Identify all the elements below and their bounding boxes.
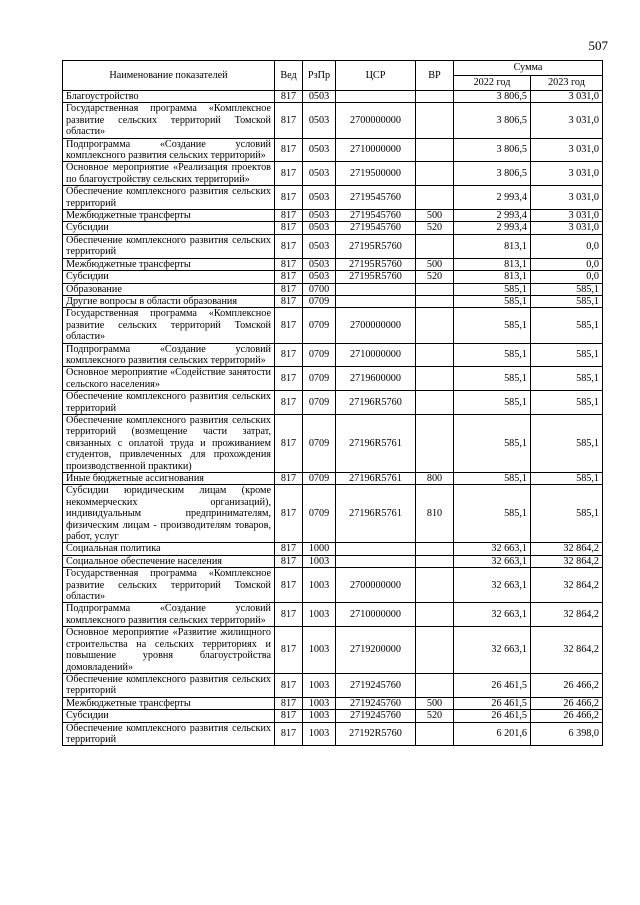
table-row — [63, 414, 603, 472]
cell-y2023: 585,1 — [531, 391, 603, 415]
cell-y2022: 813,1 — [454, 234, 531, 258]
header-csr: ЦСР — [336, 61, 416, 91]
cell-y2023: 3 031,0 — [531, 138, 603, 162]
table-row — [63, 271, 603, 283]
cell-ved: 817 — [275, 295, 303, 307]
cell-ved: 817 — [275, 258, 303, 270]
cell-ved: 817 — [275, 485, 303, 543]
cell-y2022: 585,1 — [454, 283, 531, 295]
table-row — [63, 138, 603, 162]
cell-y2022: 585,1 — [454, 308, 531, 343]
table-row — [63, 210, 603, 222]
cell-name: Образование — [63, 283, 275, 295]
cell-rzpr: 0503 — [303, 210, 336, 222]
cell-rzpr: 1000 — [303, 543, 336, 555]
cell-y2022: 6 201,6 — [454, 722, 531, 746]
cell-vr: 500 — [416, 258, 454, 270]
cell-y2022: 3 806,5 — [454, 162, 531, 186]
cell-csr: 2719545760 — [336, 210, 416, 222]
cell-vr — [416, 283, 454, 295]
cell-vr — [416, 391, 454, 415]
cell-csr — [336, 543, 416, 555]
cell-name: Межбюджетные трансферты — [63, 210, 275, 222]
header-ved: Вед — [275, 61, 303, 91]
header-sum: Сумма — [454, 61, 603, 76]
cell-ved: 817 — [275, 138, 303, 162]
table-row — [63, 367, 603, 391]
cell-name: Субсидии — [63, 271, 275, 283]
cell-y2022: 2 993,4 — [454, 186, 531, 210]
cell-vr — [416, 543, 454, 555]
cell-name: Субсидии — [63, 710, 275, 722]
cell-y2022: 32 663,1 — [454, 555, 531, 567]
cell-rzpr: 0709 — [303, 367, 336, 391]
cell-rzpr: 1003 — [303, 568, 336, 603]
cell-rzpr: 0503 — [303, 186, 336, 210]
table-row — [63, 186, 603, 210]
cell-csr: 27195R5760 — [336, 271, 416, 283]
cell-y2022: 3 806,5 — [454, 91, 531, 103]
cell-ved: 817 — [275, 234, 303, 258]
cell-rzpr: 0709 — [303, 414, 336, 472]
cell-y2022: 32 663,1 — [454, 543, 531, 555]
cell-y2023: 585,1 — [531, 414, 603, 472]
cell-y2023: 26 466,2 — [531, 673, 603, 697]
table-row — [63, 603, 603, 627]
cell-y2023: 3 031,0 — [531, 210, 603, 222]
cell-y2022: 32 663,1 — [454, 603, 531, 627]
cell-vr — [416, 555, 454, 567]
cell-vr: 810 — [416, 485, 454, 543]
cell-vr — [416, 295, 454, 307]
cell-csr — [336, 91, 416, 103]
cell-y2022: 26 461,5 — [454, 673, 531, 697]
cell-ved: 817 — [275, 103, 303, 138]
cell-y2023: 3 031,0 — [531, 222, 603, 234]
header-rzpr: РзПр — [303, 61, 336, 91]
cell-name: Межбюджетные трансферты — [63, 697, 275, 709]
cell-vr — [416, 722, 454, 746]
cell-rzpr: 0709 — [303, 343, 336, 367]
cell-vr — [416, 186, 454, 210]
cell-rzpr: 0503 — [303, 222, 336, 234]
cell-y2023: 32 864,2 — [531, 568, 603, 603]
cell-y2023: 585,1 — [531, 283, 603, 295]
cell-name: Обеспечение комплексного развития сельских территорий — [63, 673, 275, 697]
cell-csr: 2719600000 — [336, 367, 416, 391]
cell-name: Обеспечение комплексного развития сельских территорий — [63, 186, 275, 210]
cell-ved: 817 — [275, 271, 303, 283]
cell-csr: 27195R5760 — [336, 258, 416, 270]
cell-vr — [416, 367, 454, 391]
table-row — [63, 103, 603, 138]
cell-name: Обеспечение комплексного развития сельских территорий (возмещение части затрат, связанных с оплатой труда и проживанием студентов, привлеченных для прохождения производственной практики) — [63, 414, 275, 472]
cell-rzpr: 0709 — [303, 485, 336, 543]
cell-y2023: 3 031,0 — [531, 162, 603, 186]
cell-name: Государственная программа «Комплексное развитие сельских территорий Томской области» — [63, 568, 275, 603]
cell-rzpr: 1003 — [303, 555, 336, 567]
cell-rzpr: 1003 — [303, 627, 336, 674]
cell-csr: 2719200000 — [336, 627, 416, 674]
cell-ved: 817 — [275, 627, 303, 674]
table-body — [63, 91, 603, 746]
cell-name: Межбюджетные трансферты — [63, 258, 275, 270]
cell-rzpr: 1003 — [303, 603, 336, 627]
cell-name: Государственная программа «Комплексное развитие сельских территорий Томской области» — [63, 103, 275, 138]
cell-y2023: 3 031,0 — [531, 91, 603, 103]
table-row — [63, 222, 603, 234]
cell-rzpr: 0503 — [303, 138, 336, 162]
cell-csr: 27196R5760 — [336, 391, 416, 415]
table-row — [63, 258, 603, 270]
cell-y2023: 0,0 — [531, 234, 603, 258]
table-row — [63, 283, 603, 295]
cell-ved: 817 — [275, 91, 303, 103]
cell-vr: 520 — [416, 271, 454, 283]
cell-name: Социальное обеспечение населения — [63, 555, 275, 567]
cell-y2023: 585,1 — [531, 295, 603, 307]
cell-rzpr: 0709 — [303, 391, 336, 415]
cell-y2022: 813,1 — [454, 258, 531, 270]
cell-rzpr: 0709 — [303, 308, 336, 343]
cell-name: Субсидии юридическим лицам (кроме некоммерческих организаций), индивидуальным предпринимателям, физическим лицам - производителям товаров, работ, услуг — [63, 485, 275, 543]
header-2022: 2022 год — [454, 76, 531, 91]
cell-vr — [416, 673, 454, 697]
cell-vr — [416, 414, 454, 472]
cell-name: Подпрограмма «Создание условий комплексного развития сельских территорий» — [63, 603, 275, 627]
cell-csr: 2700000000 — [336, 308, 416, 343]
header-row — [63, 61, 603, 76]
cell-y2023: 585,1 — [531, 367, 603, 391]
cell-y2022: 2 993,4 — [454, 222, 531, 234]
table-row — [63, 697, 603, 709]
cell-rzpr: 0709 — [303, 295, 336, 307]
cell-ved: 817 — [275, 283, 303, 295]
header-vr: ВР — [416, 61, 454, 91]
cell-vr — [416, 91, 454, 103]
cell-vr — [416, 627, 454, 674]
table-row — [63, 485, 603, 543]
cell-csr: 27192R5760 — [336, 722, 416, 746]
cell-ved: 817 — [275, 473, 303, 485]
table-row — [63, 234, 603, 258]
cell-y2022: 585,1 — [454, 367, 531, 391]
cell-name: Другие вопросы в области образования — [63, 295, 275, 307]
table-row — [63, 568, 603, 603]
cell-vr: 520 — [416, 710, 454, 722]
cell-y2023: 585,1 — [531, 473, 603, 485]
cell-rzpr: 0503 — [303, 162, 336, 186]
table-row — [63, 162, 603, 186]
cell-rzpr: 0503 — [303, 234, 336, 258]
cell-y2022: 26 461,5 — [454, 710, 531, 722]
cell-ved: 817 — [275, 391, 303, 415]
cell-vr — [416, 234, 454, 258]
cell-rzpr: 0700 — [303, 283, 336, 295]
cell-y2023: 32 864,2 — [531, 627, 603, 674]
cell-csr: 2710000000 — [336, 603, 416, 627]
cell-y2023: 3 031,0 — [531, 103, 603, 138]
cell-vr: 520 — [416, 222, 454, 234]
cell-name: Основное мероприятие «Развитие жилищного строительства на сельских территориях и повышение уровня благоустройства домовладений» — [63, 627, 275, 674]
cell-vr: 500 — [416, 210, 454, 222]
cell-ved: 817 — [275, 343, 303, 367]
cell-name: Основное мероприятие «Содействие занятости сельского населения» — [63, 367, 275, 391]
cell-name: Подпрограмма «Создание условий комплексного развития сельских территорий» — [63, 138, 275, 162]
cell-csr: 27196R5761 — [336, 473, 416, 485]
cell-y2023: 585,1 — [531, 308, 603, 343]
table-row — [63, 343, 603, 367]
cell-vr — [416, 103, 454, 138]
cell-csr: 2719245760 — [336, 710, 416, 722]
cell-ved: 817 — [275, 673, 303, 697]
cell-vr — [416, 603, 454, 627]
cell-name: Основное мероприятие «Реализация проектов по благоустройству сельских территорий» — [63, 162, 275, 186]
cell-name: Обеспечение комплексного развития сельских территорий — [63, 234, 275, 258]
cell-y2023: 0,0 — [531, 258, 603, 270]
table-row — [63, 722, 603, 746]
cell-csr — [336, 555, 416, 567]
cell-ved: 817 — [275, 603, 303, 627]
cell-ved: 817 — [275, 568, 303, 603]
cell-csr: 2719245760 — [336, 673, 416, 697]
cell-y2023: 32 864,2 — [531, 603, 603, 627]
cell-csr: 2700000000 — [336, 103, 416, 138]
table-row — [63, 710, 603, 722]
header-2023: 2023 год — [531, 76, 603, 91]
cell-vr — [416, 343, 454, 367]
cell-y2023: 585,1 — [531, 343, 603, 367]
cell-rzpr: 0503 — [303, 271, 336, 283]
cell-vr — [416, 138, 454, 162]
table-row — [63, 295, 603, 307]
cell-ved: 817 — [275, 308, 303, 343]
cell-y2023: 26 466,2 — [531, 710, 603, 722]
cell-y2022: 585,1 — [454, 295, 531, 307]
cell-csr: 27195R5760 — [336, 234, 416, 258]
cell-csr: 2719545760 — [336, 222, 416, 234]
cell-rzpr: 0503 — [303, 91, 336, 103]
cell-rzpr: 0503 — [303, 103, 336, 138]
cell-y2023: 26 466,2 — [531, 697, 603, 709]
cell-y2022: 3 806,5 — [454, 103, 531, 138]
cell-y2023: 585,1 — [531, 485, 603, 543]
table-row — [63, 391, 603, 415]
cell-csr: 2710000000 — [336, 138, 416, 162]
cell-ved: 817 — [275, 162, 303, 186]
cell-rzpr: 0709 — [303, 473, 336, 485]
cell-y2022: 813,1 — [454, 271, 531, 283]
cell-ved: 817 — [275, 210, 303, 222]
cell-ved: 817 — [275, 222, 303, 234]
cell-y2023: 32 864,2 — [531, 543, 603, 555]
cell-y2022: 26 461,5 — [454, 697, 531, 709]
cell-y2022: 3 806,5 — [454, 138, 531, 162]
cell-csr: 2710000000 — [336, 343, 416, 367]
cell-name: Обеспечение комплексного развития сельских территорий — [63, 722, 275, 746]
cell-ved: 817 — [275, 710, 303, 722]
cell-y2022: 32 663,1 — [454, 568, 531, 603]
cell-y2022: 2 993,4 — [454, 210, 531, 222]
cell-ved: 817 — [275, 697, 303, 709]
cell-vr: 500 — [416, 697, 454, 709]
cell-name: Благоустройство — [63, 91, 275, 103]
cell-vr — [416, 568, 454, 603]
cell-vr — [416, 308, 454, 343]
cell-csr — [336, 283, 416, 295]
cell-csr: 2719545760 — [336, 186, 416, 210]
cell-name: Обеспечение комплексного развития сельских территорий — [63, 391, 275, 415]
cell-ved: 817 — [275, 367, 303, 391]
header-name: Наименование показателей — [63, 61, 275, 91]
cell-vr — [416, 162, 454, 186]
cell-ved: 817 — [275, 722, 303, 746]
cell-rzpr: 0503 — [303, 258, 336, 270]
cell-y2022: 32 663,1 — [454, 627, 531, 674]
cell-y2022: 585,1 — [454, 485, 531, 543]
cell-csr: 2719500000 — [336, 162, 416, 186]
cell-name: Социальная политика — [63, 543, 275, 555]
table-row — [63, 555, 603, 567]
cell-y2022: 585,1 — [454, 391, 531, 415]
table-row — [63, 91, 603, 103]
cell-y2023: 6 398,0 — [531, 722, 603, 746]
cell-ved: 817 — [275, 555, 303, 567]
cell-csr: 27196R5761 — [336, 485, 416, 543]
cell-y2022: 585,1 — [454, 343, 531, 367]
table-row — [63, 308, 603, 343]
budget-table — [62, 60, 603, 746]
cell-y2023: 3 031,0 — [531, 186, 603, 210]
table-row — [63, 627, 603, 674]
cell-csr: 2700000000 — [336, 568, 416, 603]
cell-name: Государственная программа «Комплексное развитие сельских территорий Томской области» — [63, 308, 275, 343]
cell-y2023: 32 864,2 — [531, 555, 603, 567]
table-row — [63, 543, 603, 555]
page-number: 507 — [588, 38, 608, 53]
cell-vr: 800 — [416, 473, 454, 485]
cell-name: Подпрограмма «Создание условий комплексного развития сельских территорий» — [63, 343, 275, 367]
cell-rzpr: 1003 — [303, 697, 336, 709]
cell-y2023: 0,0 — [531, 271, 603, 283]
table-row — [63, 673, 603, 697]
cell-y2022: 585,1 — [454, 414, 531, 472]
cell-rzpr: 1003 — [303, 722, 336, 746]
cell-rzpr: 1003 — [303, 673, 336, 697]
cell-ved: 817 — [275, 543, 303, 555]
cell-ved: 817 — [275, 186, 303, 210]
cell-csr — [336, 295, 416, 307]
cell-name: Иные бюджетные ассигнования — [63, 473, 275, 485]
table-row — [63, 473, 603, 485]
cell-ved: 817 — [275, 414, 303, 472]
cell-y2022: 585,1 — [454, 473, 531, 485]
cell-name: Субсидии — [63, 222, 275, 234]
cell-csr: 27196R5761 — [336, 414, 416, 472]
cell-csr: 2719245760 — [336, 697, 416, 709]
cell-rzpr: 1003 — [303, 710, 336, 722]
